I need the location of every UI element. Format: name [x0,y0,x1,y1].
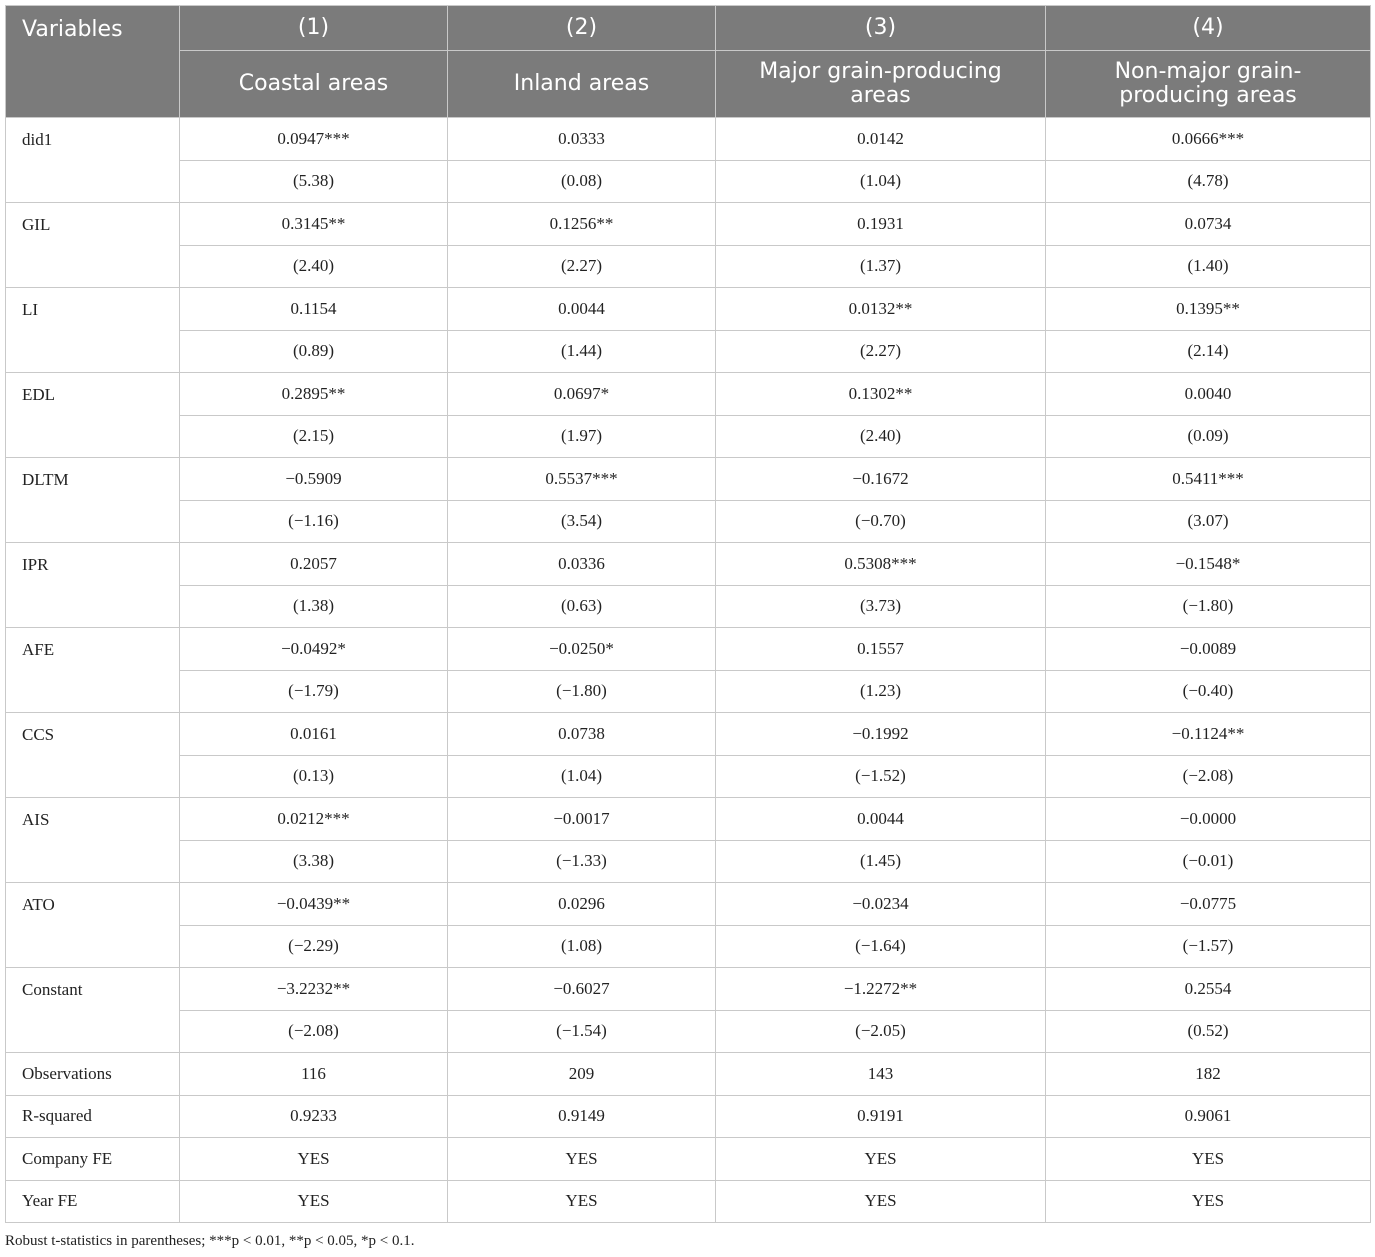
coefficient-cell: 0.5411*** [1046,458,1371,501]
table-body [6,118,1371,1223]
statistic-cell: 143 [716,1053,1046,1096]
table-header [6,6,1371,118]
header-row-numbers [6,6,1371,51]
variable-name: did1 [6,118,180,203]
t-statistic-cell: (−1.16) [180,500,448,543]
table-row [6,713,1371,756]
t-statistic-cell: (−0.40) [1046,670,1371,713]
column-label: Inland areas [448,51,716,118]
table-row [6,288,1371,331]
coefficient-cell: −0.0775 [1046,883,1371,926]
table-row [6,840,1371,883]
t-statistic-cell: (−1.64) [716,925,1046,968]
column-number: (1) [180,6,448,51]
coefficient-cell: −0.0017 [448,798,716,841]
statistic-cell: 0.9061 [1046,1095,1371,1138]
t-statistic-cell: (1.08) [448,925,716,968]
coefficient-cell: 0.1931 [716,203,1046,246]
coefficient-cell: 0.2554 [1046,968,1371,1011]
coefficient-cell: 0.2057 [180,543,448,586]
t-statistic-cell: (4.78) [1046,160,1371,203]
table-row [6,670,1371,713]
table-row [6,628,1371,671]
t-statistic-cell: (1.97) [448,415,716,458]
t-statistic-cell: (−0.01) [1046,840,1371,883]
t-statistic-cell: (−1.33) [448,840,716,883]
coefficient-cell: 0.0333 [448,118,716,161]
variable-name: CCS [6,713,180,798]
coefficient-cell: 0.0296 [448,883,716,926]
t-statistic-cell: (−1.80) [448,670,716,713]
t-statistic-cell: (−1.57) [1046,925,1371,968]
statistic-cell: YES [1046,1138,1371,1181]
statistic-cell: 116 [180,1053,448,1096]
table-row [6,585,1371,628]
coefficient-cell: −0.0250* [448,628,716,671]
coefficient-cell: 0.1557 [716,628,1046,671]
coefficient-cell: 0.0212*** [180,798,448,841]
t-statistic-cell: (1.04) [448,755,716,798]
variable-name: LI [6,288,180,373]
statistic-name: Company FE [6,1138,180,1181]
t-statistic-cell: (1.44) [448,330,716,373]
t-statistic-cell: (2.14) [1046,330,1371,373]
t-statistic-cell: (3.54) [448,500,716,543]
table-row [6,330,1371,373]
variable-name: EDL [6,373,180,458]
t-statistic-cell: (1.40) [1046,245,1371,288]
coefficient-cell: 0.1302** [716,373,1046,416]
t-statistic-cell: (−1.52) [716,755,1046,798]
coefficient-cell: 0.1256** [448,203,716,246]
t-statistic-cell: (3.07) [1046,500,1371,543]
table-row [6,925,1371,968]
coefficient-cell: −0.0439** [180,883,448,926]
coefficient-cell: 0.0044 [716,798,1046,841]
table-row [6,160,1371,203]
statistic-cell: YES [448,1180,716,1223]
table-row [6,1180,1371,1223]
t-statistic-cell: (2.40) [180,245,448,288]
t-statistic-cell: (2.27) [716,330,1046,373]
coefficient-cell: 0.0040 [1046,373,1371,416]
coefficient-cell: −0.0000 [1046,798,1371,841]
coefficient-cell: 0.0161 [180,713,448,756]
t-statistic-cell: (1.04) [716,160,1046,203]
coefficient-cell: −0.0234 [716,883,1046,926]
statistic-cell: 0.9191 [716,1095,1046,1138]
t-statistic-cell: (−2.08) [180,1010,448,1053]
column-number: (2) [448,6,716,51]
coefficient-cell: −0.1548* [1046,543,1371,586]
table-row [6,500,1371,543]
statistic-cell: 0.9149 [448,1095,716,1138]
t-statistic-cell: (−1.80) [1046,585,1371,628]
table-row [6,1010,1371,1053]
t-statistic-cell: (0.09) [1046,415,1371,458]
t-statistic-cell: (−1.79) [180,670,448,713]
t-statistic-cell: (0.13) [180,755,448,798]
coefficient-cell: 0.3145** [180,203,448,246]
coefficient-cell: 0.0947*** [180,118,448,161]
variable-name: IPR [6,543,180,628]
coefficient-cell: 0.1154 [180,288,448,331]
statistic-cell: YES [180,1180,448,1223]
coefficient-cell: 0.0666*** [1046,118,1371,161]
coefficient-cell: 0.0336 [448,543,716,586]
t-statistic-cell: (3.38) [180,840,448,883]
coefficient-cell: 0.0142 [716,118,1046,161]
table-row [6,1095,1371,1138]
coefficient-cell: 0.1395** [1046,288,1371,331]
coefficient-cell: 0.5537*** [448,458,716,501]
column-label: Coastal areas [180,51,448,118]
coefficient-cell: −3.2232** [180,968,448,1011]
table-row [6,755,1371,798]
coefficient-cell: 0.0734 [1046,203,1371,246]
t-statistic-cell: (0.63) [448,585,716,628]
variable-name: Constant [6,968,180,1053]
table-row [6,1138,1371,1181]
coefficient-cell: −0.0089 [1046,628,1371,671]
t-statistic-cell: (−2.29) [180,925,448,968]
coefficient-cell: −0.6027 [448,968,716,1011]
table-row [6,203,1371,246]
table-row [6,118,1371,161]
statistic-name: Year FE [6,1180,180,1223]
t-statistic-cell: (2.40) [716,415,1046,458]
table-row [6,415,1371,458]
t-statistic-cell: (0.89) [180,330,448,373]
t-statistic-cell: (2.15) [180,415,448,458]
column-label: Major grain-producing areas [716,51,1046,118]
table-row [6,245,1371,288]
coefficient-cell: 0.0132** [716,288,1046,331]
statistic-cell: YES [716,1180,1046,1223]
t-statistic-cell: (−0.70) [716,500,1046,543]
variable-name: AIS [6,798,180,883]
variable-name: GIL [6,203,180,288]
table-footnote: Robust t-statistics in parentheses; ***p < 0.01, **p < 0.05, *p < 0.1. [5,1233,415,1249]
coefficient-cell: 0.2895** [180,373,448,416]
t-statistic-cell: (−1.54) [448,1010,716,1053]
table-row [6,883,1371,926]
statistic-cell: YES [1046,1180,1371,1223]
t-statistic-cell: (−2.08) [1046,755,1371,798]
statistic-name: Observations [6,1053,180,1096]
coefficient-cell: −0.1124** [1046,713,1371,756]
statistic-cell: 0.9233 [180,1095,448,1138]
statistic-cell: 209 [448,1053,716,1096]
t-statistic-cell: (1.37) [716,245,1046,288]
coefficient-cell: −0.5909 [180,458,448,501]
table-row [6,543,1371,586]
t-statistic-cell: (1.45) [716,840,1046,883]
coefficient-cell: −0.1672 [716,458,1046,501]
statistic-cell: YES [716,1138,1046,1181]
header-row-labels [6,51,1371,118]
t-statistic-cell: (2.27) [448,245,716,288]
variable-name: ATO [6,883,180,968]
t-statistic-cell: (1.23) [716,670,1046,713]
variable-name: DLTM [6,458,180,543]
t-statistic-cell: (1.38) [180,585,448,628]
table-row [6,373,1371,416]
table-row [6,798,1371,841]
column-number: (3) [716,6,1046,51]
table-row [6,458,1371,501]
t-statistic-cell: (−2.05) [716,1010,1046,1053]
table-row [6,968,1371,1011]
table-row [6,1053,1371,1096]
t-statistic-cell: (0.08) [448,160,716,203]
statistic-cell: YES [448,1138,716,1181]
coefficient-cell: −1.2272** [716,968,1046,1011]
coefficient-cell: 0.0738 [448,713,716,756]
t-statistic-cell: (0.52) [1046,1010,1371,1053]
coefficient-cell: 0.0044 [448,288,716,331]
variable-name: AFE [6,628,180,713]
regression-table [5,5,1371,1223]
t-statistic-cell: (3.73) [716,585,1046,628]
variables-header: Variables [6,6,180,118]
coefficient-cell: −0.0492* [180,628,448,671]
statistic-name: R-squared [6,1095,180,1138]
coefficient-cell: 0.0697* [448,373,716,416]
column-number: (4) [1046,6,1371,51]
statistic-cell: 182 [1046,1053,1371,1096]
statistic-cell: YES [180,1138,448,1181]
column-label: Non-major grain-producing areas [1046,51,1371,118]
coefficient-cell: 0.5308*** [716,543,1046,586]
coefficient-cell: −0.1992 [716,713,1046,756]
t-statistic-cell: (5.38) [180,160,448,203]
